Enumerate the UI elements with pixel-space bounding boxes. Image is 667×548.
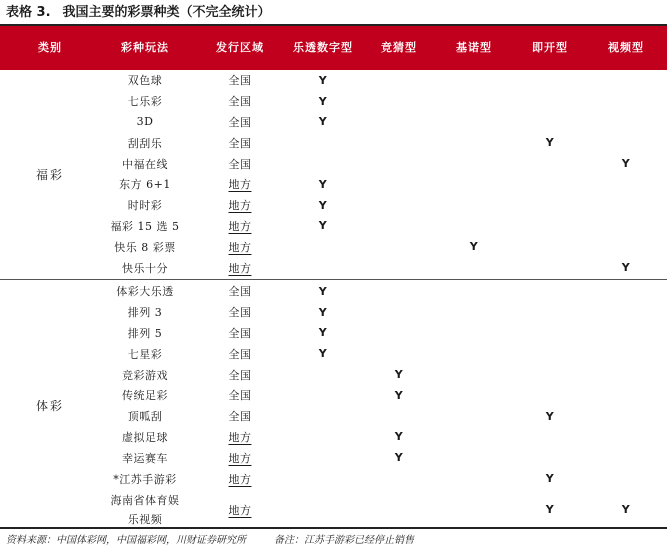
check-mark: Y bbox=[545, 503, 555, 517]
table-title bbox=[6, 3, 271, 23]
game-name: 双色球 bbox=[127, 74, 163, 88]
game-name: 幸运赛车 bbox=[122, 451, 168, 465]
region-cell bbox=[190, 406, 290, 427]
header-quiz: 竞猜型 bbox=[381, 41, 417, 54]
check-mark: Y bbox=[318, 284, 328, 298]
table-row bbox=[0, 91, 667, 112]
table-row bbox=[0, 489, 667, 531]
check-mark: Y bbox=[621, 157, 631, 171]
region-cell bbox=[190, 281, 290, 302]
region-cell bbox=[190, 195, 290, 216]
region-cell bbox=[190, 236, 290, 257]
game-name: 排列 5 bbox=[127, 326, 163, 340]
check-mark: Y bbox=[545, 472, 555, 486]
region-text: 地方 bbox=[228, 503, 252, 517]
game-name: 时时彩 bbox=[127, 199, 163, 213]
table-row bbox=[0, 302, 667, 323]
table-row bbox=[0, 216, 667, 237]
region-text: 地方 bbox=[228, 219, 252, 233]
table-row bbox=[0, 70, 667, 91]
table-row bbox=[0, 385, 667, 406]
check-mark: Y bbox=[394, 451, 404, 465]
region-text: 全国 bbox=[228, 115, 252, 129]
table-row bbox=[0, 468, 667, 489]
footer-source: 资料来源：中国体彩网，中国福彩网，川财证券研究所 bbox=[6, 535, 246, 546]
region-cell bbox=[190, 174, 290, 195]
region-text: 全国 bbox=[228, 389, 252, 403]
category-label: 体彩 bbox=[35, 399, 64, 414]
table-row bbox=[0, 153, 667, 174]
table-footer bbox=[6, 531, 414, 546]
game-name: 东方 6+1 bbox=[119, 178, 171, 192]
game-name: 竞彩游戏 bbox=[122, 368, 168, 382]
region-cell bbox=[190, 427, 290, 448]
game-name: 传统足彩 bbox=[122, 389, 168, 403]
region-text: 全国 bbox=[228, 410, 252, 424]
header-lotto: 乐透数字型 bbox=[293, 41, 353, 54]
region-text: 全国 bbox=[228, 285, 252, 299]
region-text: 全国 bbox=[228, 347, 252, 361]
region-text: 全国 bbox=[228, 326, 252, 340]
game-name: 快乐十分 bbox=[122, 261, 168, 275]
region-cell bbox=[190, 385, 290, 406]
check-mark: Y bbox=[394, 368, 404, 382]
region-text: 全国 bbox=[228, 95, 252, 109]
region-text: 全国 bbox=[228, 157, 252, 171]
game-name: 体彩大乐透 bbox=[116, 285, 174, 299]
table-row bbox=[0, 112, 667, 133]
region-text: 全国 bbox=[228, 306, 252, 320]
game-name: 中福在线 bbox=[122, 157, 168, 171]
region-cell bbox=[190, 91, 290, 112]
game-name bbox=[100, 489, 190, 531]
check-mark: Y bbox=[318, 198, 328, 212]
table-row bbox=[0, 406, 667, 427]
table-row bbox=[0, 427, 667, 448]
region-cell bbox=[190, 257, 290, 278]
check-mark: Y bbox=[469, 240, 479, 254]
region-text: 地方 bbox=[228, 178, 252, 192]
check-mark: Y bbox=[318, 347, 328, 361]
region-cell bbox=[190, 216, 290, 237]
region-text: 全国 bbox=[228, 74, 252, 88]
header-video: 视频型 bbox=[608, 41, 644, 54]
check-mark: Y bbox=[621, 503, 631, 517]
game-name: 刮刮乐 bbox=[127, 136, 163, 150]
region-cell bbox=[190, 468, 290, 489]
game-name-line: 海南省体育娱 bbox=[110, 493, 180, 507]
region-cell bbox=[190, 447, 290, 468]
check-mark: Y bbox=[318, 177, 328, 191]
check-mark: Y bbox=[318, 115, 328, 129]
region-text: 全国 bbox=[228, 368, 252, 382]
table-header bbox=[0, 26, 667, 70]
header-keno: 基诺型 bbox=[456, 41, 492, 54]
game-name: 排列 3 bbox=[127, 306, 163, 320]
region-cell bbox=[190, 302, 290, 323]
game-name: 七星彩 bbox=[127, 347, 163, 361]
table-row bbox=[0, 132, 667, 153]
region-text: 全国 bbox=[228, 136, 252, 150]
check-mark: Y bbox=[621, 261, 631, 275]
header-game: 彩种玩法 bbox=[121, 41, 169, 54]
game-name: 福彩 15 选 5 bbox=[110, 219, 180, 233]
table-row bbox=[0, 174, 667, 195]
region-text: 地方 bbox=[228, 472, 252, 486]
table-row bbox=[0, 364, 667, 385]
category-label: 福彩 bbox=[35, 167, 64, 182]
region-cell bbox=[190, 132, 290, 153]
game-name: 顶呱刮 bbox=[127, 410, 163, 424]
table-number: 表格 3. bbox=[6, 5, 51, 20]
region-cell bbox=[190, 70, 290, 91]
check-mark: Y bbox=[318, 94, 328, 108]
region-cell bbox=[190, 343, 290, 364]
region-text: 地方 bbox=[228, 451, 252, 465]
table-row bbox=[0, 281, 667, 302]
table-row bbox=[0, 236, 667, 257]
region-text: 地方 bbox=[228, 199, 252, 213]
check-mark: Y bbox=[318, 326, 328, 340]
table-row bbox=[0, 447, 667, 468]
game-name: 快乐 8 彩票 bbox=[114, 240, 176, 254]
check-mark: Y bbox=[394, 430, 404, 444]
region-text: 地方 bbox=[228, 261, 252, 275]
check-mark: Y bbox=[318, 73, 328, 87]
table-row bbox=[0, 257, 667, 278]
table-title-text: 我国主要的彩票种类（不完全统计） bbox=[62, 5, 271, 20]
region-cell bbox=[190, 153, 290, 174]
table-row bbox=[0, 323, 667, 344]
game-name: 3D bbox=[136, 115, 154, 129]
game-name-line: 乐视频 bbox=[127, 512, 163, 526]
check-mark: Y bbox=[318, 305, 328, 319]
group-divider bbox=[0, 279, 667, 280]
region-text: 地方 bbox=[228, 430, 252, 444]
check-mark: Y bbox=[545, 136, 555, 150]
region-cell bbox=[190, 323, 290, 344]
check-mark: Y bbox=[545, 409, 555, 423]
header-category: 类别 bbox=[38, 41, 62, 54]
table-row bbox=[0, 343, 667, 364]
header-instant: 即开型 bbox=[532, 41, 568, 54]
bottom-rule bbox=[0, 527, 667, 529]
game-name: 七乐彩 bbox=[127, 95, 163, 109]
table-row bbox=[0, 195, 667, 216]
footer-note: 备注：江苏手游彩已经停止销售 bbox=[274, 535, 414, 546]
region-cell bbox=[190, 364, 290, 385]
check-mark: Y bbox=[394, 388, 404, 402]
region-cell bbox=[190, 489, 290, 531]
game-name: *江苏手游彩 bbox=[113, 472, 177, 486]
region-cell bbox=[190, 112, 290, 133]
region-text: 地方 bbox=[228, 240, 252, 254]
check-mark: Y bbox=[318, 219, 328, 233]
header-region: 发行区域 bbox=[216, 41, 264, 54]
game-name: 虚拟足球 bbox=[122, 430, 168, 444]
